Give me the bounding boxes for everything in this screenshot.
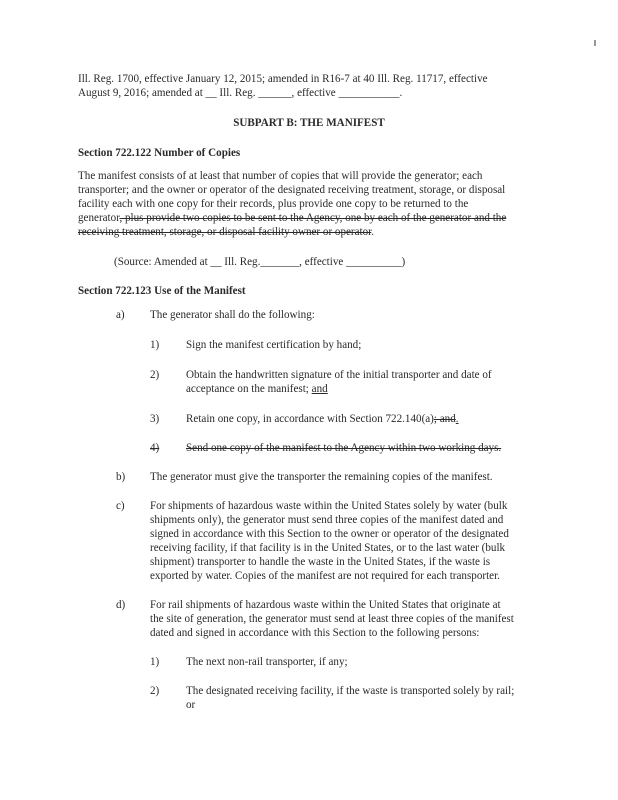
scan-mark <box>594 40 596 46</box>
item-a3-label: 3) <box>150 413 160 425</box>
subsection-c-line: receiving facility, if that facility is in the United States, or to the last water (bulk <box>150 542 506 554</box>
item-a1-text: Sign the manifest certification by hand; <box>186 339 362 351</box>
section-122-heading: Section 722.122 Number of Copies <box>78 147 241 159</box>
section-122-line-4-plain: generator <box>78 212 120 224</box>
item-d2-line-2: or <box>186 699 196 711</box>
item-a1-label: 1) <box>150 339 160 351</box>
item-d2-label: 2) <box>150 685 160 697</box>
section-123-heading: Section 722.123 Use of the Manifest <box>78 285 246 297</box>
item-a4-label: 4) <box>150 442 160 454</box>
subsection-b-text: The generator must give the transporter the remaining copies of the manifest. <box>150 471 493 483</box>
item-a3-underlined: . <box>455 413 459 425</box>
subsection-c-line: shipment) transporter to handle the waste in the United States, if the waste is <box>150 556 491 568</box>
subsection-d-label: d) <box>116 599 126 611</box>
item-a2-line-1: Obtain the handwritten signature of the initial transporter and date of <box>186 369 492 381</box>
item-a2-label: 2) <box>150 369 160 381</box>
section-122-line-4-struck: , plus provide two copies to be sent to the Agency, one by each of the generator and the <box>119 212 507 224</box>
item-d2-line-1: The designated receiving facility, if the waste is transported solely by rail; <box>186 685 515 697</box>
item-a3-struck: ; and <box>433 413 456 425</box>
item-a2-line-2-underlined: and <box>311 383 328 395</box>
history-line-1: Ill. Reg. 1700, effective January 12, 2015; amended in R16-7 at 40 Ill. Reg. 11717, effective <box>78 73 488 85</box>
subsection-c-label: c) <box>116 500 125 512</box>
subsection-a-label: a) <box>116 309 125 321</box>
section-122-line-2: transporter; and the owner or operator of the designated receiving treatment, storage, or disposal <box>78 184 506 196</box>
history-line-2: August 9, 2016; amended at __ Ill. Reg. ______, effective ___________. <box>78 87 403 99</box>
section-122-line-5 <box>78 225 374 240</box>
item-a3-plain: Retain one copy, in accordance with Section 722.140(a) <box>186 413 434 425</box>
item-a2-line-2-plain: acceptance on the manifest; <box>186 383 312 395</box>
section-122-line-5-end: . <box>371 226 375 238</box>
subsection-d-line: dated and signed in accordance with this Section to the following persons: <box>150 627 480 639</box>
item-a2-line-2 <box>186 382 328 397</box>
subsection-a-text: The generator shall do the following: <box>150 309 315 321</box>
subsection-c-line: exported by water. Copies of the manifest are not required for each transporter. <box>150 570 500 582</box>
section-122-line-4 <box>78 211 506 226</box>
item-d1-text: The next non-rail transporter, if any; <box>186 656 348 668</box>
subsection-c-line: For shipments of hazardous waste within the United States solely by water (bulk <box>150 500 508 512</box>
section-122-line-3: facility each with one copy for their records, plus provide one copy to be returned to the <box>78 198 469 210</box>
subsection-c-line: signed in accordance with this Section to the owner or operator of the designated <box>150 528 509 540</box>
subsection-d-line: For rail shipments of hazardous waste within the United States that originate at <box>150 599 501 611</box>
section-122-line-1: The manifest consists of at least that number of copies that will provide the generator; each <box>78 170 483 182</box>
subsection-c-line: shipments only), the generator must send three copies of the manifest dated and <box>150 514 504 526</box>
source-note: (Source: Amended at __ Ill. Reg._______, effective __________) <box>114 256 406 268</box>
subsection-d-line: the site of generation, the generator must send at least three copies of the manifest <box>150 613 514 625</box>
section-122-line-5-struck: receiving treatment, storage, or disposal facility owner or operator <box>78 226 372 238</box>
item-a4-text: Send one copy of the manifest to the Agency within two working days. <box>186 442 502 454</box>
item-d1-label: 1) <box>150 656 160 668</box>
item-a3-text <box>186 412 459 427</box>
subsection-b-label: b) <box>116 471 126 483</box>
subpart-heading: SUBPART B: THE MANIFEST <box>233 117 385 129</box>
